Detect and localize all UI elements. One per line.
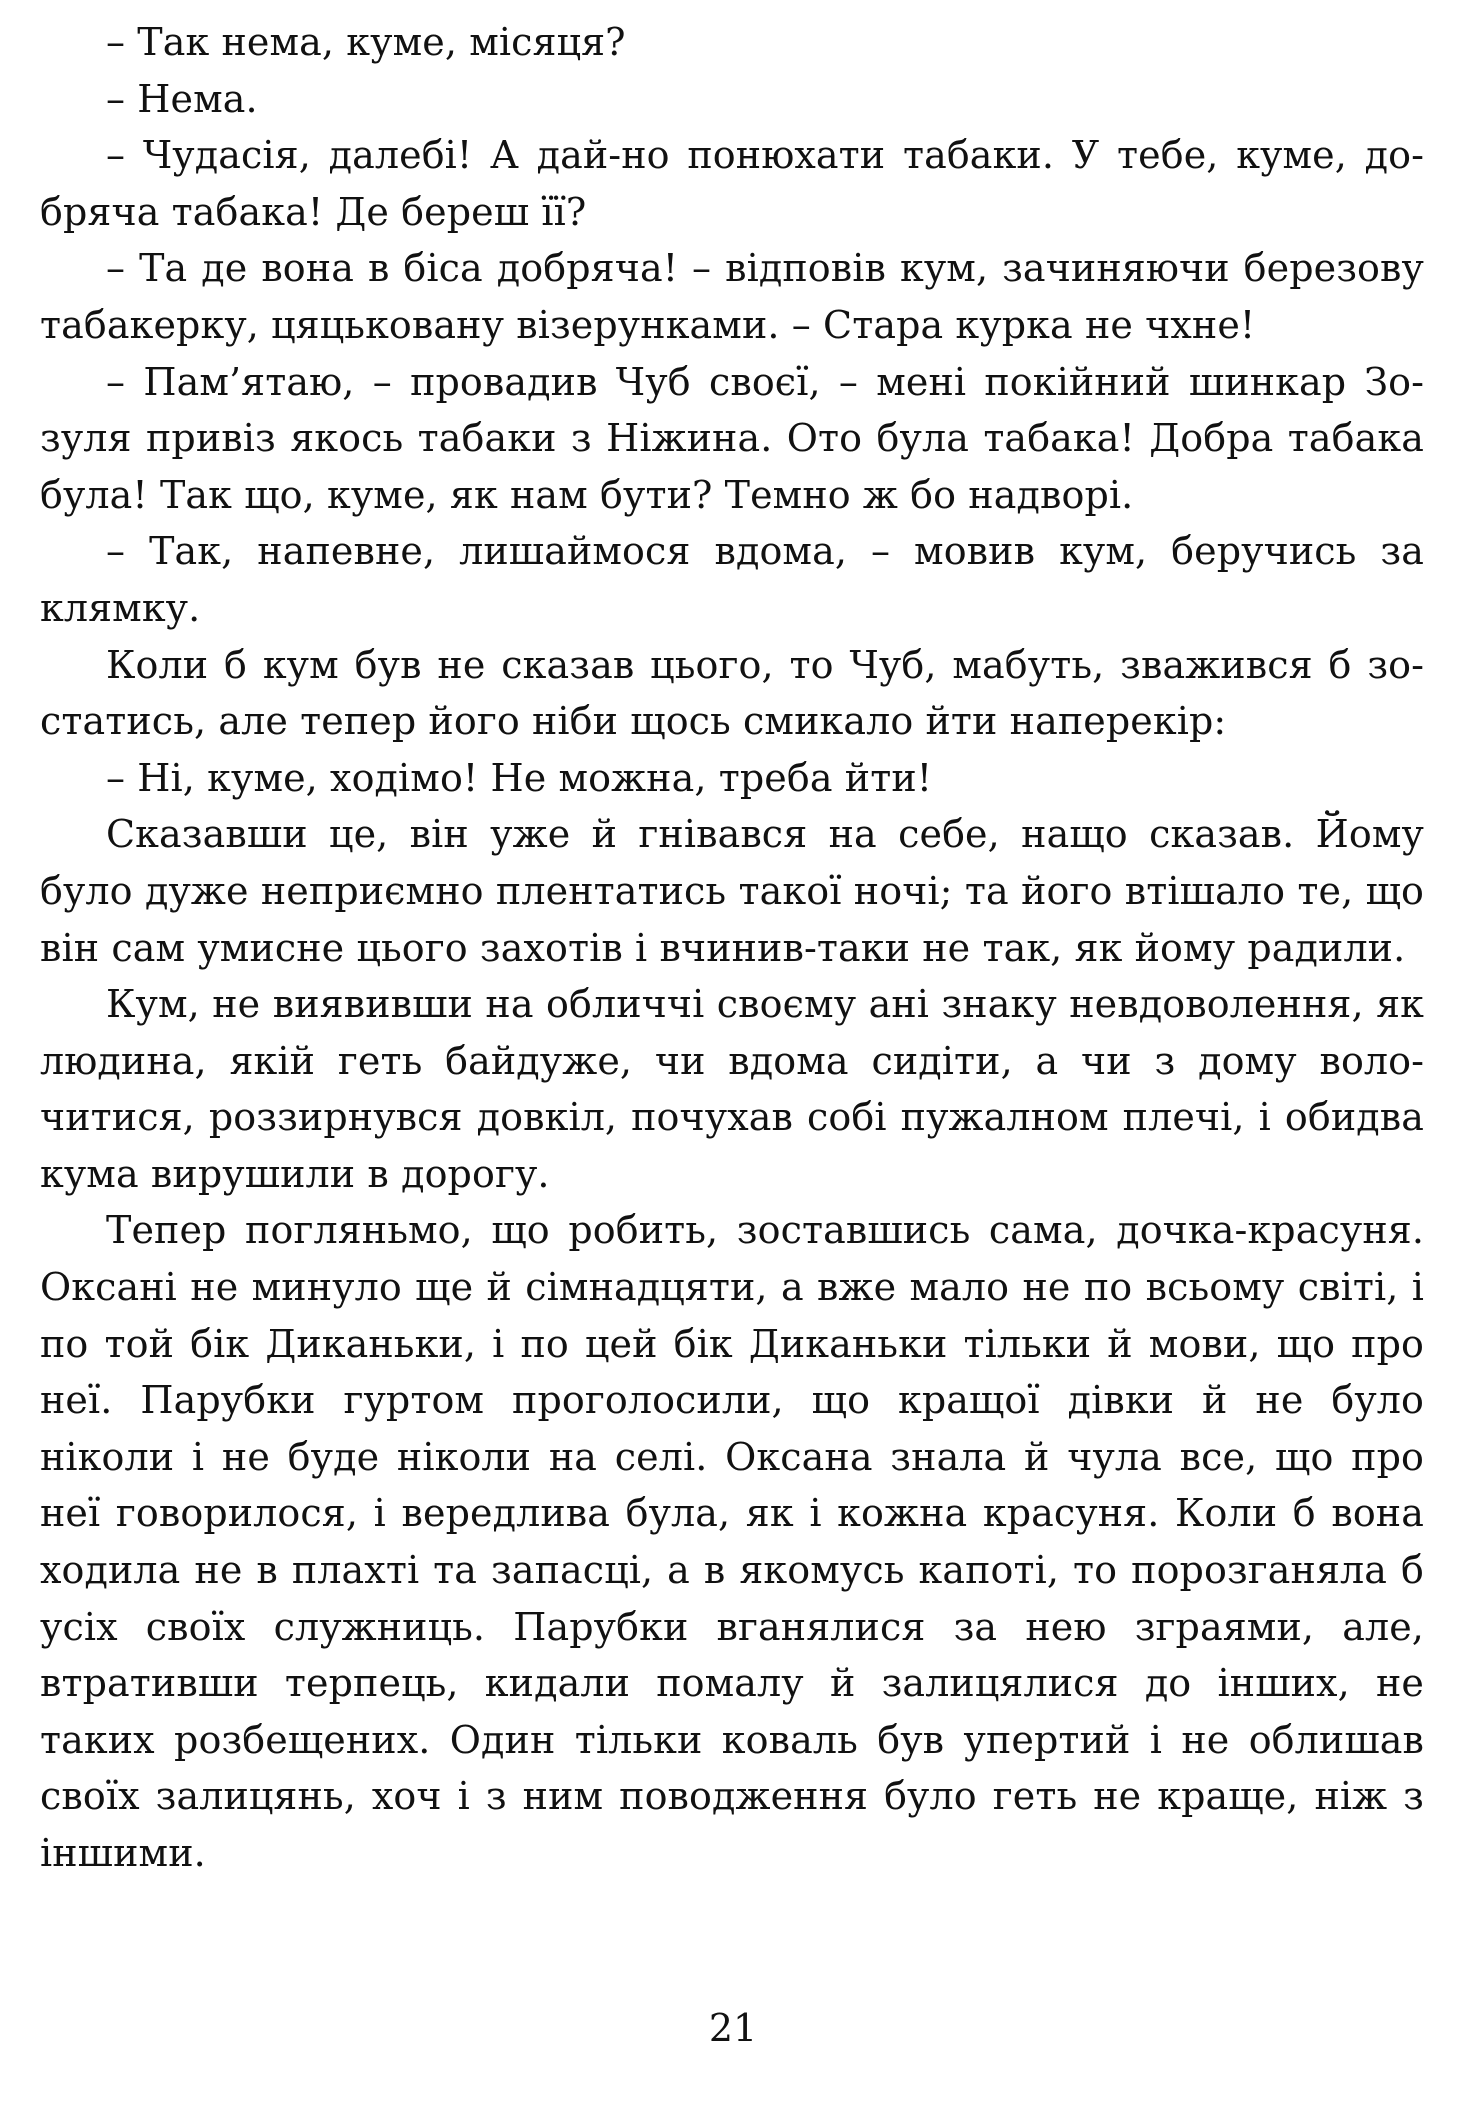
paragraph-3: – Чудасія, далебі! А дай-но понюхати табаки. У тебе, куме, добряча табака! Де береш її?	[40, 133, 1424, 234]
paragraph-8: – Ні, куме, ходімо! Не можна, треба йти!	[106, 755, 933, 800]
paragraph-2: – Нема.	[106, 76, 258, 121]
paragraph-10: Кум, не виявивши на обличчі своєму ані знаку невдоволення, як людина, якій геть байдуже, чи вдома сидіти, а чи з дому волочитися, роззирнувся довкіл, почухав собі пужалном плечі, і обидва кума вирушили в дорогу.	[40, 982, 1424, 1196]
paragraph-9: Сказавши це, він уже й гнівався на себе, нащо сказав. Йому було дуже неприємно плентатись такої ночі; та його втішало те, що він сам умисне цього захотів і вчинив-таки не так, як йому радили.	[40, 812, 1424, 970]
paragraph-5: – Пам’ятаю, – провадив Чуб своєї, – мені покійний шинкар Зозуля привіз якось табаки з Ніжина. Ото була табака! Добра табака була! Так що, куме, як нам бути? Темно ж бо надворі.	[40, 359, 1424, 517]
paragraph-6: – Так, напевне, лишаймося вдома, – мовив кум, беручись за клямку.	[40, 529, 1424, 630]
paragraph-1: – Так нема, куме, місяця?	[106, 20, 626, 64]
page-number: 21	[708, 2006, 758, 2050]
paragraph-7: Коли б кум був не сказав цього, то Чуб, мабуть, зважився б зостатись, але тепер його ніби щось смикало йти наперекір:	[40, 642, 1424, 744]
paragraph-4: – Та де вона в біса добряча! – відповів кум, зачиняючи березову табакерку, цяцьковану візерунками. – Стара курка не чхне!	[40, 246, 1424, 347]
book-page-body	[40, 14, 1424, 1882]
paragraph-11: Тепер погляньмо, що робить, зоставшись сама, дочка-красуня. Оксані не минуло ще й сімнадцяти, а вже мало не по всьому світі, і по той бік Диканьки, і по цей бік Диканьки тільки й мови, що про неї. Парубки гуртом проголосили, що кращої дівки й не було ніколи і не буде ніколи на селі. Оксана знала й чула все, що про неї говорилося, і вередлива була, як і кожна красуня. Коли б вона ходила не в плахті та запасці, а в якомусь капоті, то порозганяла б усіх своїх служниць. Парубки вганялися за нею зграями, але, втративши терпець, кидали помалу й залицялися до інших, не таких розбещених. Один тільки коваль був упертий і не облишав своїх залицянь, хоч і з ним поводження було геть не краще, ніж з іншими.	[40, 1208, 1424, 1875]
